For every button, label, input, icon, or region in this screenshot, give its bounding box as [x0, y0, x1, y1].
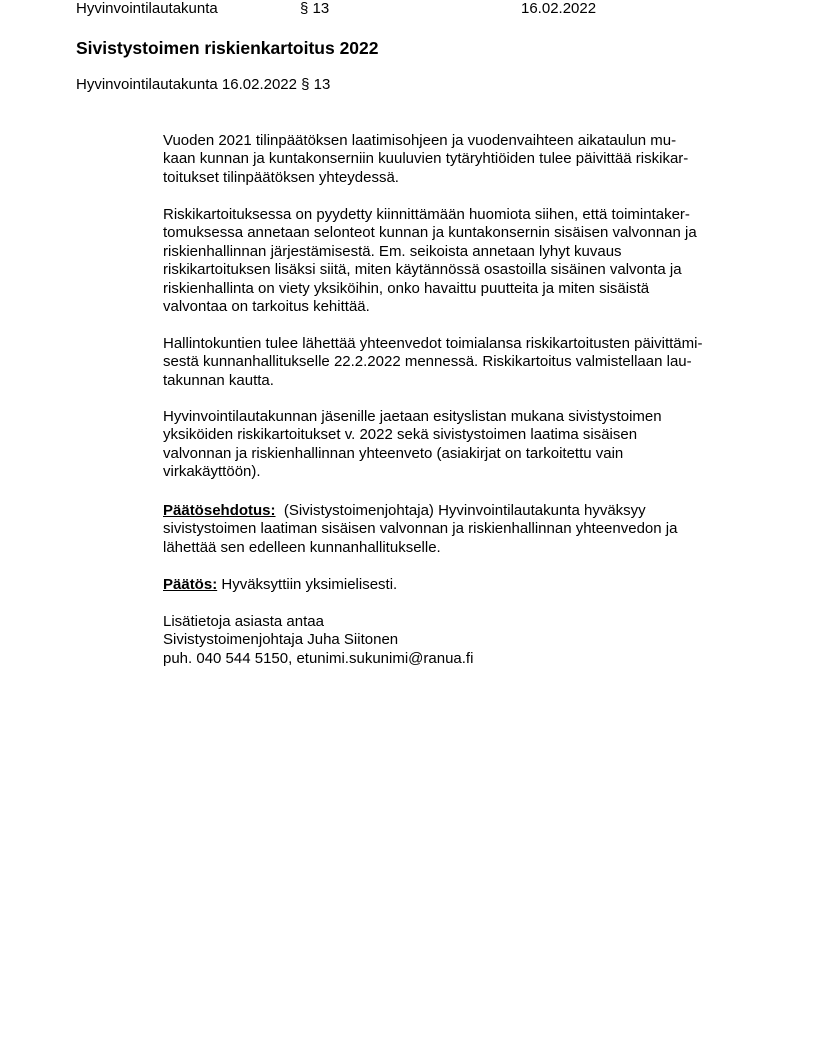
text-line: (Sivistystoimenjohtaja) Hyvinvointilautakunta hyväksyy	[275, 502, 646, 519]
text-line: virkakäyttöön).	[163, 463, 261, 481]
text-line: kaan kunnan ja kuntakonserniin kuuluvien tytäryhtiöiden tulee päivittää riskikar-	[163, 150, 689, 168]
paragraph-4	[163, 408, 662, 482]
meeting-reference: Hyvinvointilautakunta 16.02.2022 § 13	[76, 76, 331, 93]
contact-person: Sivistystoimenjohtaja Juha Siitonen	[163, 631, 399, 649]
decision-proposal	[163, 502, 677, 557]
text-line: lähettää sen edelleen kunnanhallitukselle.	[163, 538, 441, 556]
text-line: riskienhallinnan järjestämisestä. Em. seikoista annetaan lyhyt kuvaus	[163, 242, 622, 260]
document-title: Sivistystoimen riskienkartoitus 2022	[76, 38, 379, 58]
text-line: Riskikartoituksessa on pyydetty kiinnittämään huomiota siihen, että toimintaker-	[163, 206, 690, 223]
text-line: valvontaa on tarkoitus kehittää.	[163, 297, 370, 315]
text-line: Vuoden 2021 tilinpäätöksen laatimisohjeen ja vuodenvaihteen aikataulun mu-	[163, 132, 677, 149]
text-line: Hyvinvointilautakunnan jäsenille jaetaan esityslistan mukana sivistystoimen	[163, 408, 662, 425]
text-line: takunnan kautta.	[163, 371, 274, 389]
text-line: Lisätietoja asiasta antaa	[163, 613, 324, 630]
header-committee: Hyvinvointilautakunta	[76, 0, 218, 17]
text-line: tomuksessa annetaan selonteot kunnan ja kuntakonsernin sisäisen valvonnan ja	[163, 224, 697, 242]
decision	[163, 576, 397, 594]
text-line: toitukset tilinpäätöksen yhteydessä.	[163, 168, 399, 186]
header-date: 16.02.2022	[521, 0, 597, 17]
proposal-label: Päätösehdotus:	[163, 502, 276, 519]
text-line: sestä kunnanhallitukselle 22.2.2022 mennessä. Riskikartoitus valmistellaan lau-	[163, 353, 692, 371]
decision-text: Hyväksyttiin yksimielisesti.	[217, 576, 398, 593]
paragraph-3	[163, 335, 702, 390]
text-line: yksiköiden riskikartoitukset v. 2022 sekä sivistystoimen laatima sisäisen	[163, 426, 638, 444]
header-section: § 13	[300, 0, 330, 17]
paragraph-2	[163, 206, 697, 316]
text-line: valvonnan ja riskienhallinnan yhteenveto (asiakirjat on tarkoitettu vain	[163, 444, 624, 462]
contact-info	[163, 613, 473, 668]
paragraph-1	[163, 132, 688, 187]
decision-label: Päätös:	[163, 576, 218, 593]
text-line: riskienhallinta on viety yksiköihin, onko havaittu puutteita ja miten sisäistä	[163, 279, 650, 297]
text-line: riskikartoituksen lisäksi siitä, miten käytännössä osastoilla sisäinen valvonta ja	[163, 261, 682, 279]
text-line: Hallintokuntien tulee lähettää yhteenvedot toimialansa riskikartoitusten päivittämi-	[163, 335, 703, 352]
text-line: sivistystoimen laatiman sisäisen valvonnan ja riskienhallinnan yhteenvedon ja	[163, 520, 678, 538]
contact-phone-email: puh. 040 544 5150, etunimi.sukunimi@ranua.fi	[163, 649, 474, 667]
